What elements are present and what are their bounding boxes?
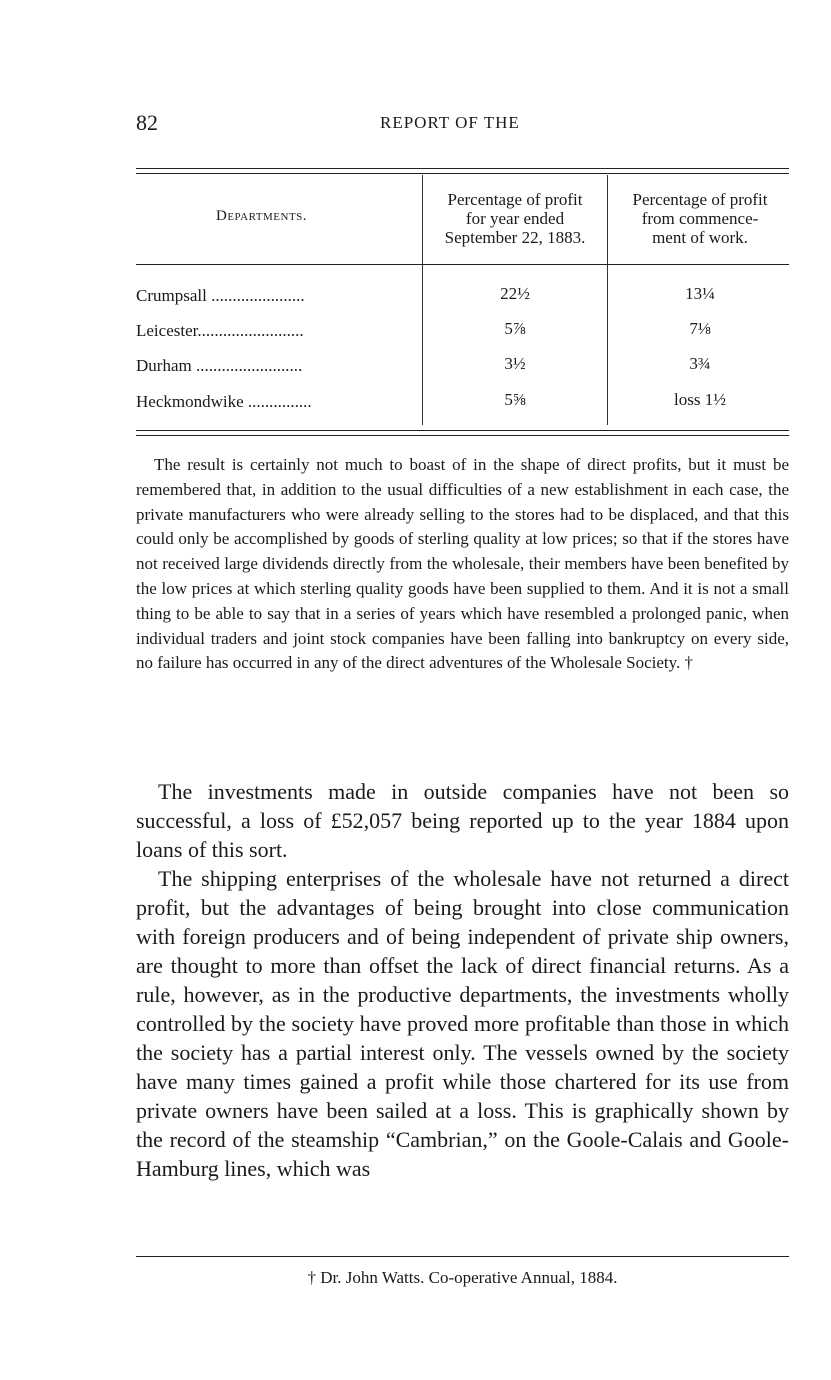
profit-1883-header: Percentage of profit for year ended September 22, 1883.: [444, 190, 586, 247]
body-paragraph: The shipping enterprises of the wholesale have not returned a direct profit, but the advantages of being brought into close communication with foreign producers and of being independent of private ship owners, are thought to more than offset the lack of direct financial returns. As a rule, however, as in the productive departments, the investments wholly controlled by the society have proved more profitable than those in which the society has a partial interest only. The vessels owned by the society have many times gained a profit while those chartered for its use from private owners have been sailed at a loss. This is graphically shown by the record of the steamship “Cambrian,” on the Goole-Calais and Goole-Hamburg lines, which was: [136, 866, 789, 1181]
departments-header: Departments.: [216, 208, 308, 224]
footnote: † Dr. John Watts. Co-operative Annual, 1884.: [307, 1268, 618, 1287]
table-top-rule-2: [136, 173, 789, 174]
table-column-divider: [422, 175, 423, 425]
table-bottom-rule-2: [136, 435, 789, 436]
profit-commencement-header: Percentage of profit from commence- ment of work.: [632, 190, 768, 247]
table-top-rule: [136, 168, 789, 169]
body-paragraph: The investments made in outside companies have not been so successful, a loss of £52,057 being reported up to the year 1884 upon loans of this sort.: [136, 779, 789, 862]
table-column-divider: [607, 175, 608, 425]
page-number: 82: [136, 110, 158, 135]
footnote-rule: [136, 1256, 789, 1257]
table-bottom-rule: [136, 430, 789, 431]
quoted-passage: The result is certainly not much to boast of in the shape of direct profits, but it must be remembered that, in addition to the usual difficulties of a new establishment in each case, the private manufacturers who were already selling to the stores had to be displaced, and that this could only be accomplished by goods of sterling quality at low prices; so that if the stores have not received large dividends directly from the wholesale, their members have been benefited by the low prices at which sterling quality goods have been supplied to them. And it is not a small thing to be able to say that in a series of years which have resembled a prolonged panic, when individual traders and joint stock companies have been falling into bankruptcy on every side, no failure has occurred in any of the direct adventures of the Wholesale Society. †: [136, 455, 789, 673]
running-head: REPORT OF THE: [380, 113, 520, 132]
table-header-rule: [136, 264, 789, 265]
